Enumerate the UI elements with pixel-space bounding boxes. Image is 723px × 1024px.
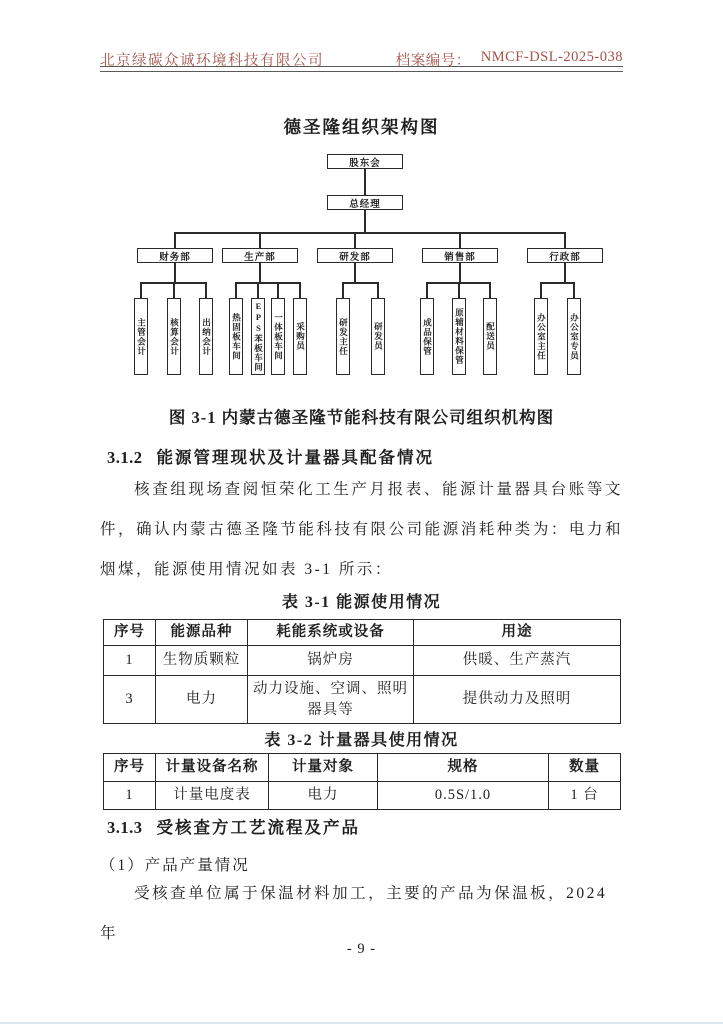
org-node-role: 热固板车间 xyxy=(229,298,243,375)
section-title: 受核查方工艺流程及产品 xyxy=(156,818,360,837)
connector-line xyxy=(354,232,356,248)
connector-line xyxy=(173,282,175,298)
connector-line xyxy=(174,232,176,248)
archive-number: NMCF-DSL-2025-038 xyxy=(480,49,623,65)
column-header: 耗能系统或设备 xyxy=(248,620,414,646)
org-node-dept-admin: 行政部 xyxy=(527,248,603,263)
connector-line xyxy=(205,282,207,298)
table-metering-devices xyxy=(103,753,621,810)
column-header: 序号 xyxy=(104,620,156,646)
connector-line xyxy=(259,263,261,282)
connector-line xyxy=(259,232,261,248)
list-item-product-output: （1）产品产量情况 xyxy=(100,857,250,874)
connector-line xyxy=(364,169,366,195)
connector-line xyxy=(458,282,460,298)
connector-line xyxy=(540,282,542,298)
table-row xyxy=(104,646,621,676)
connector-line xyxy=(277,282,279,298)
connector-line xyxy=(540,282,575,284)
connector-line xyxy=(426,282,428,298)
table-cell: 1 xyxy=(104,646,156,676)
connector-line xyxy=(257,282,259,298)
column-header: 用途 xyxy=(414,620,621,646)
org-node-general-manager: 总经理 xyxy=(327,195,403,210)
connector-line xyxy=(174,232,566,234)
table-row xyxy=(104,782,621,810)
section-heading-312 xyxy=(107,444,434,468)
org-node-role: 出纳会计 xyxy=(199,298,213,375)
column-header: 规格 xyxy=(378,754,549,782)
connector-line xyxy=(342,282,379,284)
org-node-dept-rnd: 研发部 xyxy=(317,248,393,263)
table-cell: 供暖、生产蒸汽 xyxy=(414,646,621,676)
archive-label: 档案编号： xyxy=(395,53,471,69)
table-cell: 计量电度表 xyxy=(156,782,269,810)
table-cell: 0.5S/1.0 xyxy=(378,782,549,810)
table-cell: 电力 xyxy=(156,676,248,724)
org-node-role: 一体板车间 xyxy=(271,298,285,375)
table-cell: 电力 xyxy=(269,782,378,810)
org-chart-title: 德圣隆组织架构图 xyxy=(283,117,440,137)
paragraph-energy-overview: 核查组现场查阅恒荣化工生产月报表、能源计量器具台账等文件，确认内蒙古德圣隆节能科技有限公司能源消耗种类为：电力和烟煤，能源使用情况如表 3-1 所示： xyxy=(100,481,623,578)
connector-line xyxy=(174,263,176,282)
connector-line xyxy=(342,282,344,298)
column-header: 序号 xyxy=(104,754,156,782)
table-cell: 锅炉房 xyxy=(248,646,414,676)
org-node-role: 主管会计 xyxy=(134,298,148,375)
table-cell: 动力设施、空调、照明器具等 xyxy=(248,676,414,724)
connector-line xyxy=(564,263,566,282)
org-node-role: 成品保管 xyxy=(420,298,434,375)
header-company-name: 北京绿碳众诚环境科技有限公司 xyxy=(100,53,324,69)
connector-line xyxy=(299,282,301,298)
table-cell: 3 xyxy=(104,676,156,724)
page-number: - 9 - xyxy=(346,941,377,957)
connector-line xyxy=(459,232,461,248)
column-header: 计量对象 xyxy=(269,754,378,782)
connector-line xyxy=(573,282,575,298)
section-number: 3.1.2 xyxy=(107,448,143,467)
table-energy-usage xyxy=(103,619,621,724)
table-row xyxy=(104,676,621,724)
org-node-dept-production: 生产部 xyxy=(222,248,298,263)
table-cell: 1 xyxy=(104,782,156,810)
table-cell: 生物质颗粒 xyxy=(156,646,248,676)
org-node-dept-sales: 销售部 xyxy=(422,248,498,263)
org-node-role: 核算会计 xyxy=(167,298,181,375)
connector-line xyxy=(489,282,491,298)
org-node-role: EPS苯板车间 xyxy=(251,298,265,375)
table1-caption: 表 3-1 能源使用情况 xyxy=(281,594,442,611)
table-cell: 1 台 xyxy=(549,782,621,810)
org-node-role: 研发员 xyxy=(371,298,385,375)
section-title: 能源管理现状及计量器具配备情况 xyxy=(156,448,434,467)
org-node-shareholders: 股东会 xyxy=(327,154,403,169)
org-chart xyxy=(100,112,623,404)
paragraph-product-intro: 受核查单位属于保温材料加工，主要的产品为保温板，2024 年 xyxy=(100,885,608,942)
column-header: 能源品种 xyxy=(156,620,248,646)
connector-line xyxy=(354,263,356,282)
org-node-role: 办公室主任 xyxy=(534,298,548,375)
connector-line xyxy=(377,282,379,298)
connector-line xyxy=(235,282,237,298)
connector-line xyxy=(235,282,301,284)
connector-line xyxy=(459,263,461,282)
table-cell: 提供动力及照明 xyxy=(414,676,621,724)
table2-caption: 表 3-2 计量器具使用情况 xyxy=(264,732,459,749)
figure-caption: 图 3-1 内蒙古德圣隆节能科技有限公司组织机构图 xyxy=(168,408,555,427)
column-header: 数量 xyxy=(549,754,621,782)
org-node-role: 研发主任 xyxy=(336,298,350,375)
section-number: 3.1.3 xyxy=(107,818,143,837)
connector-line xyxy=(564,232,566,248)
org-node-dept-finance: 财务部 xyxy=(137,248,213,263)
org-node-role: 原辅材料保管 xyxy=(452,298,466,375)
column-header: 计量设备名称 xyxy=(156,754,269,782)
connector-line xyxy=(364,210,366,232)
org-node-role: 办公室专员 xyxy=(567,298,581,375)
org-node-role: 采购员 xyxy=(293,298,307,375)
connector-line xyxy=(140,282,142,298)
org-node-role: 配送员 xyxy=(483,298,497,375)
section-heading-313 xyxy=(107,814,360,838)
header-double-rule xyxy=(100,66,623,72)
